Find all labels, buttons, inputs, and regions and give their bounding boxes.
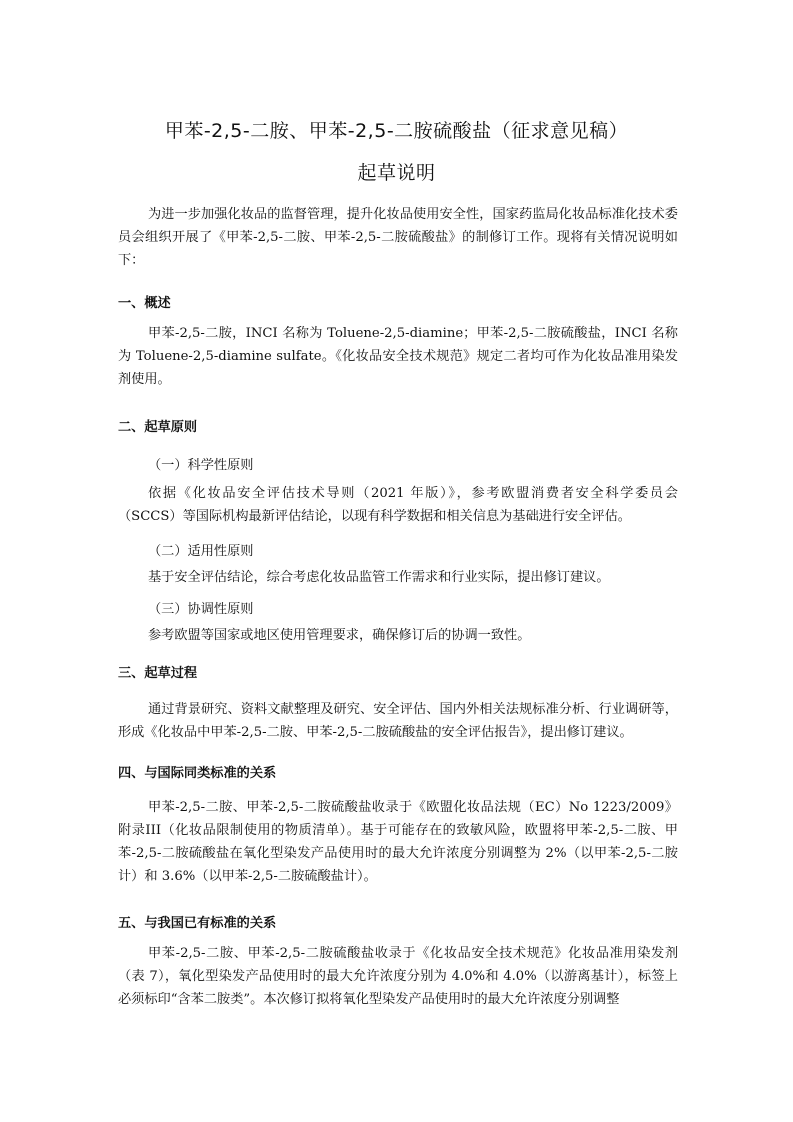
section-1-paragraph: 甲苯-2,5-二胺，INCI 名称为 Toluene-2,5-diamine；甲苯-2,5-二胺硫酸盐，INCI 名称为 Toluene-2,5-diamine sulfate。《化妆品安全技术规范》规定二者均可作为化妆品准用染发剂使用。 [118,326,678,387]
section-5-heading: 五、与我国已有标准的关系 [118,916,277,931]
section-2-paragraph-1: 依据《化妆品安全评估技术导则（2021 年版）》，参考欧盟消费者安全科学委员会（SCCS）等国际机构最新评估结论，以现有科学数据和相关信息为基础进行安全评估。 [118,486,678,524]
section-2-sub-3: （三）协调性原则 [148,602,254,617]
document-subtitle: 起草说明 [357,162,436,184]
section-4-heading: 四、与国际同类标准的关系 [118,766,277,781]
document-title: 甲苯-2,5-二胺、甲苯-2,5-二胺硫酸盐（征求意见稿） [164,120,629,142]
section-2-paragraph-2: 基于安全评估结论，综合考虑化妆品监管工作需求和行业实际，提出修订建议。 [148,570,610,585]
section-1-heading: 一、概述 [118,296,171,311]
section-3-heading: 三、起草过程 [118,666,198,681]
section-2-paragraph-3: 参考欧盟等国家或地区使用管理要求，确保修订后的协调一致性。 [148,628,531,643]
intro-paragraph: 为进一步加强化妆品的监督管理，提升化妆品使用安全性，国家药监局化妆品标准化技术委员会组织开展了《甲苯-2,5-二胺、甲苯-2,5-二胺硫酸盐》的制修订工作。现将有关情况说明如下： [118,207,678,268]
section-2-heading: 二、起草原则 [118,420,198,435]
section-2-sub-2: （二）适用性原则 [148,544,254,559]
section-5-paragraph: 甲苯-2,5-二胺、甲苯-2,5-二胺硫酸盐收录于《化妆品安全技术规范》化妆品准用染发剂（表 7），氧化型染发产品使用时的最大允许浓度分别为 4.0%和 4.0%（以游离基计），标签上必须标印“含苯二胺类”。本次修订拟将氧化型染发产品使用时的最大允许浓度分别调整 [118,946,678,1007]
section-3-paragraph: 通过背景研究、资料文献整理及研究、安全评估、国内外相关法规标准分析、行业调研等，形成《化妆品中甲苯-2,5-二胺、甲苯-2,5-二胺硫酸盐的安全评估报告》，提出修订建议。 [118,702,678,740]
section-4-paragraph: 甲苯-2,5-二胺、甲苯-2,5-二胺硫酸盐收录于《欧盟化妆品法规（EC）No 1223/2009》附录III（化妆品限制使用的物质清单）。基于可能存在的致敏风险，欧盟将甲苯-2,5-二胺、甲苯-2,5-二胺硫酸盐在氧化型染发产品使用时的最大允许浓度分别调整为 2%（以甲苯-2,5-二胺计）和 3.6%（以甲苯-2,5-二胺硫酸盐计）。 [118,800,678,884]
section-2-sub-1: （一）科学性原则 [148,458,254,473]
